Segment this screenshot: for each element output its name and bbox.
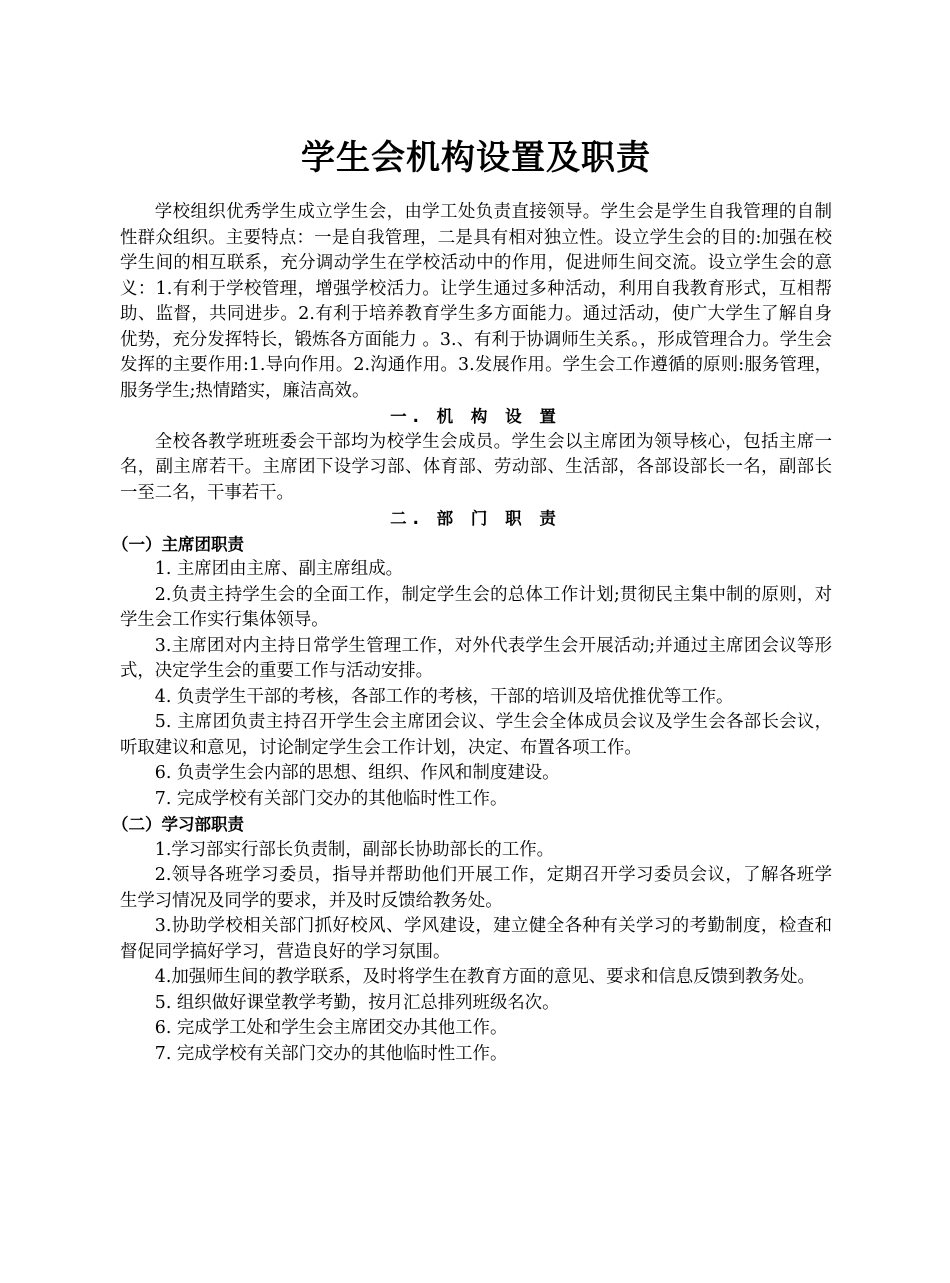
list-item: 2.负责主持学生会的全面工作，制定学生会的总体工作计划;贯彻民主集中制的原则，对学生会工作实行集体领导。 xyxy=(120,584,832,630)
list-item: 7. 完成学校有关部门交办的其他临时性工作。 xyxy=(154,788,508,809)
list-item: 7. 完成学校有关部门交办的其他临时性工作。 xyxy=(154,1043,508,1064)
document-page xyxy=(112,128,832,1067)
section-heading-duties: 二. 部 门 职 责 xyxy=(390,509,562,528)
list-item: 3.协助学校相关部门抓好校风、学风建设，建立健全各种有关学习的考勤制度，检查和督促同学搞好学习，营造良好的学习氛围。 xyxy=(120,916,832,962)
subsection-title-study: （二）学习部职责 xyxy=(112,815,244,834)
list-item: 1. 主席团由主席、副主席组成。 xyxy=(154,559,403,579)
list-item: 4.加强师生间的教学联系，及时将学生在教育方面的意见、要求和信息反馈到教务处。 xyxy=(154,967,815,987)
section-heading-structure: 一. 机 构 设 置 xyxy=(390,407,562,426)
page-title: 学生会机构设置及职责 xyxy=(301,138,651,178)
list-item: 6. 负责学生会内部的思想、组织、作风和制度建设。 xyxy=(154,763,560,783)
list-item: 3.主席团对内主持日常学生管理工作，对外代表学生会开展活动;并通过主席团会议等形式，决定学生会的重要工作与活动安排。 xyxy=(120,635,832,681)
subsection-title-presidium: （一）主席团职责 xyxy=(112,534,244,554)
list-item: 5. 主席团负责主持召开学生会主席团会议、学生会全体成员会议及学生会各部长会议，听取建议和意见，讨论制定学生会工作计划，决定、布置各项工作。 xyxy=(120,712,832,758)
structure-paragraph: 全校各教学班班委会干部均为校学生会成员。学生会以主席团为领导核心，包括主席一名，副主席若干。主席团下设学习部、体育部、劳动部、生活部，各部设部长一名，副部长一至二名，干事若干。 xyxy=(120,431,832,503)
intro-paragraph: 学校组织优秀学生成立学生会，由学工处负责直接领导。学生会是学生自我管理的自制性群众组织。主要特点：一是自我管理，二是具有相对独立性。设立学生会的目的:加强在校学生间的相互联系，充分调动学生在学校活动中的作用，促进师生间交流。设立学生会的意义：1.有利于学校管理，增强学校活力。让学生通过多种活动，利用自我教育形式，互相帮助、监督，共同进步。2.有利于培养教育学生多方面能力。通过活动，使广大学生了解自身优势，充分发挥特长，锻炼各方面能力 。3.、有利于协调师生关系。，形成管理合力。学生会发挥的主要作用:1.导向作用。2.沟通作用。3.发展作用。学生会工作遵循的原则:服务管理，服务学生;热情踏实，廉洁高效。 xyxy=(120,202,832,401)
list-item: 6. 完成学工处和学生会主席团交办其他工作。 xyxy=(154,1018,508,1038)
list-item: 2.领导各班学习委员，指导并帮助他们开展工作，定期召开学习委员会议，了解各班学生学习情况及同学的要求，并及时反馈给教务处。 xyxy=(120,865,832,911)
list-item: 1.学习部实行部长负责制，副部长协助部长的工作。 xyxy=(154,839,554,860)
list-item: 4. 负责学生干部的考核，各部工作的考核，干部的培训及培优推优等工作。 xyxy=(154,686,734,707)
list-item: 5. 组织做好课堂教学考勤，按月汇总排列班级名次。 xyxy=(154,992,560,1013)
